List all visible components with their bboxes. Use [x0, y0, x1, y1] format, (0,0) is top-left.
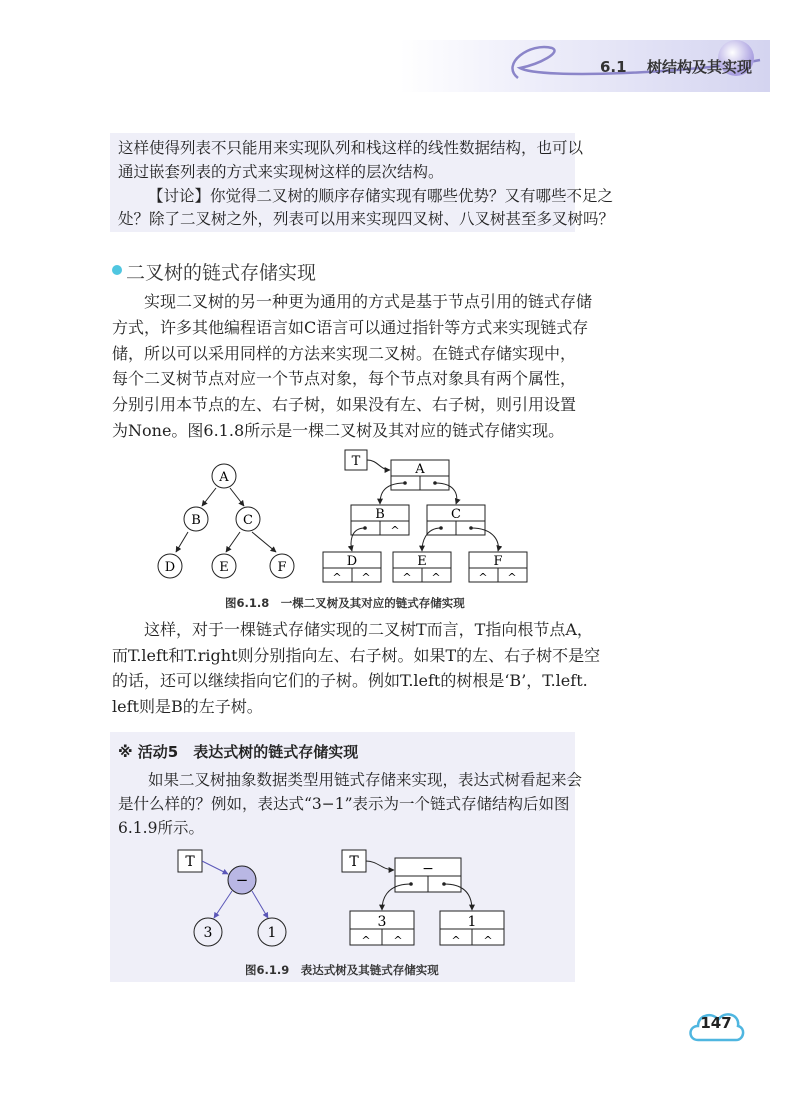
- linked-pointer-t: [345, 450, 367, 470]
- linked-null-b-right: ^: [390, 524, 400, 537]
- section-bullet-icon: [112, 265, 122, 275]
- linked-null-f-right: ^: [507, 571, 517, 584]
- para1-line-6: 为None。图6.1.8所示是一棵二叉树及其对应的链式存储实现。: [112, 421, 565, 440]
- linked-label-a: A: [415, 462, 425, 477]
- note-line-3: 【讨论】你觉得二叉树的顺序存储实现有哪些优势？又有哪些不足之: [148, 187, 614, 205]
- tree-label-f: F: [277, 560, 287, 575]
- page-number: 147: [700, 1014, 732, 1032]
- expr-label-right: 1: [267, 925, 277, 941]
- tree-label-d: D: [164, 560, 176, 575]
- header-section-number: 6.1: [599, 58, 627, 76]
- note-line-4: 处？除了二叉树之外，列表可以用来实现四叉树、八叉树甚至多叉树吗？: [118, 210, 615, 228]
- figure-6-1-8-caption: 图6.1.8 一棵二叉树及其对应的链式存储实现: [225, 596, 465, 610]
- linked-null-d-right: ^: [361, 571, 371, 584]
- expr-linked-null-1: ^: [361, 934, 371, 947]
- note-line-2: 通过嵌套列表的方式来实现树这样的层次结构。: [118, 163, 444, 181]
- para1-line-5: 分别引用本节点的左、右子树，如果没有左、右子树，则引用设置: [112, 395, 577, 414]
- linked-label-b: B: [375, 507, 385, 522]
- page-number-badge: [686, 1000, 746, 1048]
- linked-label-f: F: [493, 554, 503, 569]
- expr-linked-null-4: ^: [483, 934, 493, 947]
- expr-linked-label-left: 3: [377, 914, 387, 930]
- note-line-1: 这样使得列表不只能用来实现队列和栈这样的线性数据结构，也可以: [118, 139, 584, 157]
- expr-linked-label-op: −: [422, 861, 434, 877]
- figure-6-1-8: [140, 448, 560, 590]
- expr-linked-null-3: ^: [451, 934, 461, 947]
- tree-label-a: A: [219, 470, 229, 485]
- tree-label-c: C: [243, 513, 253, 528]
- tree-label-e: E: [219, 560, 229, 575]
- tree-node-d: [158, 554, 182, 578]
- page-header: [0, 0, 800, 96]
- section-title: 二叉树的链式存储实现: [126, 262, 317, 284]
- linked-label-e: E: [417, 554, 427, 569]
- tree-node-f: [270, 554, 294, 578]
- tree-node-a: [212, 464, 236, 488]
- tree-node-e: [212, 554, 236, 578]
- para1-line-4: 每个二叉树节点对应一个节点对象，每个节点对象具有两个属性，: [112, 369, 577, 388]
- para2-line-2: 而T.left和T.right则分别指向左、右子树。如果T的左、右子树不是空: [112, 646, 601, 665]
- expr-label-t: T: [185, 854, 195, 870]
- para2-line-4: left则是B的左子树。: [112, 697, 263, 716]
- tree-node-b: [184, 507, 208, 531]
- para1-line-3: 储，所以可以采用同样的方法来实现二叉树。在链式存储实现中，: [112, 344, 577, 363]
- expr-node-left: [194, 918, 222, 946]
- expr-label-op: −: [235, 871, 249, 889]
- para1-line-1: 实现二叉树的另一种更为通用的方式是基于节点引用的链式存储: [144, 292, 593, 311]
- linked-label-c: C: [451, 507, 461, 522]
- linked-null-e-left: ^: [402, 571, 412, 584]
- header-title: [600, 56, 752, 77]
- header-section-title: 树结构及其实现: [646, 58, 752, 76]
- para1-line-2: 方式，许多其他编程语言如C语言可以通过指针等方式来实现链式存: [112, 318, 589, 337]
- linked-label-d: D: [346, 554, 358, 569]
- tree-node-c: [236, 507, 260, 531]
- linked-null-f-left: ^: [478, 571, 488, 584]
- activity-title: ※ 活动5 表达式树的链式存储实现: [118, 743, 359, 761]
- expr-linked-null-2: ^: [393, 934, 403, 947]
- expr-linked-label-t: T: [349, 854, 359, 870]
- para2-line-3: 的话，还可以继续指向它们的子树。例如T.left的树根是‘B’，T.left.: [112, 671, 588, 690]
- activity-line-2: 是什么样的？例如，表达式“3−1”表示为一个链式存储结构后如图: [118, 795, 570, 813]
- expr-label-left: 3: [203, 925, 213, 941]
- figure-6-1-9-caption: 图6.1.9 表达式树及其链式存储实现: [245, 963, 439, 977]
- expr-node-right: [258, 918, 286, 946]
- activity-line-3: 6.1.9所示。: [118, 819, 204, 837]
- expr-linked-pointer-t: [342, 850, 366, 872]
- expr-pointer-t: [178, 850, 202, 872]
- linked-null-e-right: ^: [431, 571, 441, 584]
- figure-6-1-9: [170, 846, 530, 956]
- activity-line-1: 如果二叉树抽象数据类型用链式存储来实现，表达式树看起来会: [148, 771, 583, 789]
- tree-label-b: B: [191, 513, 201, 528]
- expr-linked-label-right: 1: [467, 914, 477, 930]
- linked-null-d-left: ^: [332, 571, 342, 584]
- linked-label-t: T: [351, 454, 361, 469]
- para2-line-1: 这样，对于一棵链式存储实现的二叉树T而言，T指向根节点A，: [144, 620, 593, 639]
- expr-node-op: [228, 866, 256, 894]
